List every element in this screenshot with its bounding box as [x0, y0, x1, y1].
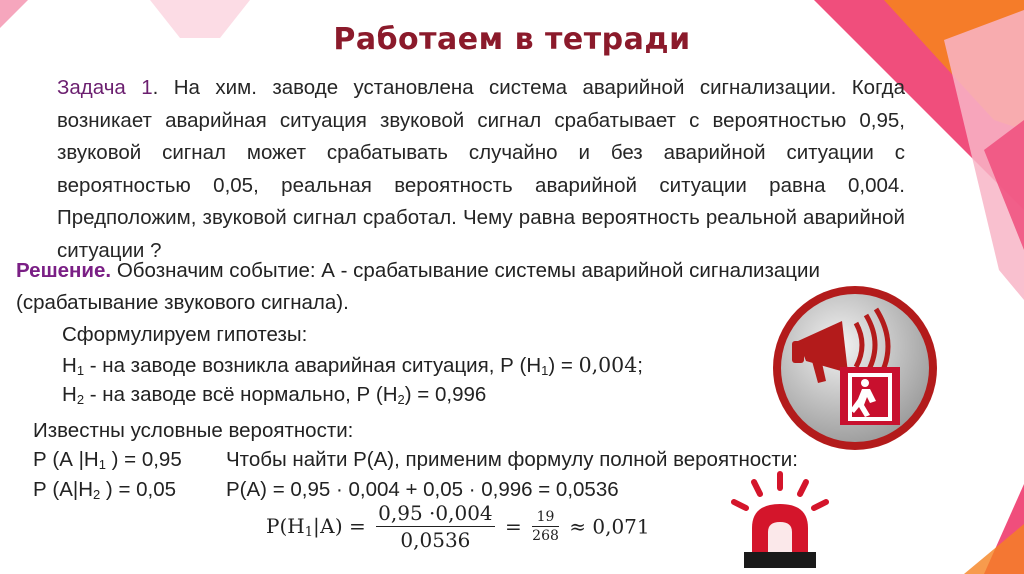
h2-text: - на заводе всё нормально, Р (Н: [84, 383, 398, 406]
conditional-1: Р (А $|Н_1$ ) = 0,95: [33, 448, 182, 472]
solution-text-2: (срабатывание звукового сигнала).: [16, 291, 349, 314]
solution-label: Решение.: [16, 259, 112, 282]
full-prob-text: Р(А) = 0,95 · 0,004 + 0,05 · 0,996 = 0,0536: [226, 478, 619, 501]
solution-line-2: [16, 291, 349, 315]
task-statement: [57, 72, 905, 268]
solution-text: Обозначим событие: А - срабатывание системы аварийной сигнализации: [111, 259, 820, 282]
hypotheses-intro: [62, 323, 307, 347]
task-label: Задача 1: [57, 76, 153, 99]
cond1-value: ) = 0,95: [105, 448, 182, 471]
hyp-intro-text: Сформулируем гипотезы:: [62, 323, 308, 346]
simplified-numerator: 19: [532, 509, 559, 527]
full-prob-intro-text: Чтобы найти Р(А), применим формулу полной вероятности:: [226, 448, 798, 471]
bayes-formula: $P(H_1|А)$ = $\frac{0,95 \cdot 0,004}{0,0536}$ = $\frac{19}{268}$ ≈ 0,071: [266, 501, 650, 552]
siren-light-icon: [720, 468, 840, 574]
solution-line-1: [16, 259, 820, 283]
bayes-numerator: 0,95 ·0,004: [378, 501, 493, 525]
page-title: Работаем в тетради: [333, 22, 691, 57]
cond1-text: Р (А |Н: [33, 448, 99, 471]
conditional-2: Р ($А|Н_2$ ) = 0,05: [33, 478, 177, 502]
conditional-intro: [33, 419, 353, 443]
bayes-lhs-2: |А) =: [312, 513, 366, 538]
h1-text: - на заводе возникла аварийная ситуация, Р (Н: [84, 354, 542, 377]
hypothesis-1: $Н_1$ - на заводе возникла аварийная ситуация, Р $(Н_1) = 0,004$;: [62, 353, 643, 378]
task-text: . На хим. заводе установлена система аварийной сигнализации. Когда возникает аварийная ситуация звуковой сигнал срабатывает с вероятностью 0,95, звуковой сигнал может срабатывать случайно и без аварийной ситуации с вероятностью 0,05, реальная вероятность аварийной ситуации равна 0,004. Предположим, звуковой сигнал сработал. Чему равна вероятность реальной аварийной ситуации ?: [57, 76, 906, 262]
h2-value: 0,996: [434, 383, 487, 406]
megaphone-exit-icon: [770, 283, 940, 453]
bayes-lhs: P(H: [266, 513, 305, 538]
cond2-value: ) = 0,05: [100, 478, 177, 501]
simplified-denominator: 268: [532, 528, 559, 544]
cond-intro-text: Известны условные вероятности:: [33, 419, 354, 442]
full-prob-intro: [226, 448, 798, 472]
h1-value: 0,004: [578, 353, 638, 377]
cond2-text: Р (А|Н: [33, 478, 93, 501]
bayes-result: ≈ 0,071: [569, 514, 650, 539]
hypothesis-2: $Н_2$ - на заводе всё нормально, Р $(Н_2) = 0,996$: [62, 383, 487, 407]
bayes-denominator: 0,0536: [400, 528, 471, 552]
bayes-fraction: [376, 501, 495, 552]
simplified-fraction: [532, 509, 559, 544]
full-prob-formula: [226, 478, 619, 502]
